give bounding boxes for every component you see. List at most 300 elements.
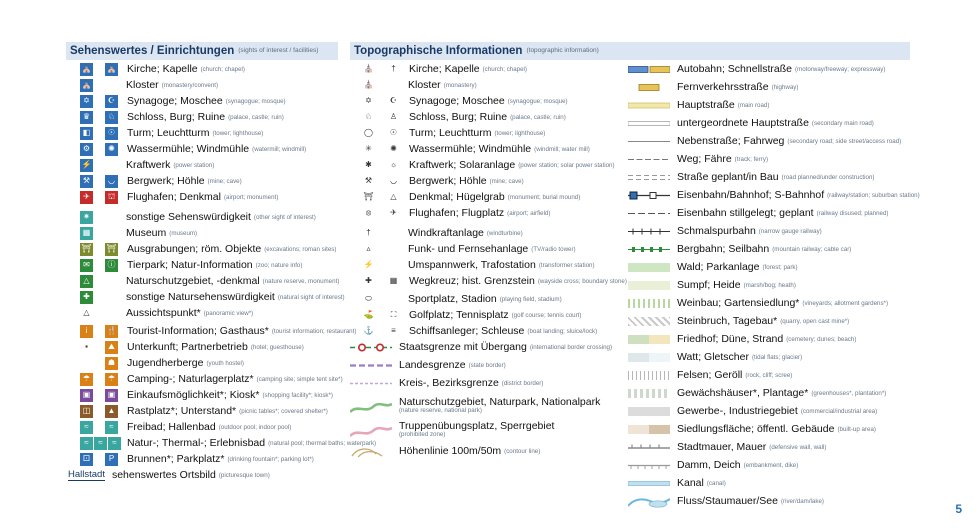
list-item-label: Kloster — [408, 79, 441, 91]
list-item-label: Jugendherberge — [127, 357, 204, 369]
list-item-sub: (tidal flats; glacier) — [751, 353, 803, 361]
list-item-label: Freibad; Hallenbad — [127, 421, 216, 433]
list-item-sub: (secondary road; side street/access road) — [787, 137, 902, 145]
list-item-label: Denkmal; Hügelgrab — [409, 191, 505, 203]
list-item-label: Schmalspurbahn — [677, 225, 756, 237]
nature-info-icon: ⓘ — [105, 259, 118, 272]
list-item — [80, 110, 284, 124]
castle-icon: ♛ — [80, 111, 93, 124]
list-item-sub: (drinking fountain*; parking lot*) — [227, 455, 314, 463]
list-item — [362, 94, 568, 108]
list-item-label: Nebenstraße; Fahrweg — [677, 135, 785, 147]
monument-icon: ⛫ — [105, 191, 118, 204]
boat-landing-icon: ⚓ — [363, 326, 374, 335]
mine-icon: ⚒ — [364, 176, 373, 185]
hotel-icon: ▪ — [85, 342, 88, 351]
list-item — [350, 420, 554, 440]
parking-icon: P — [105, 453, 118, 466]
cave-icon: ◡ — [105, 175, 118, 188]
list-item — [80, 436, 376, 450]
list-item-sub: (golf course; tennis court) — [511, 311, 582, 319]
list-item-sub: (panoramic view*) — [203, 309, 254, 317]
list-item-sub: (contour line) — [504, 447, 541, 455]
list-item — [628, 422, 876, 436]
excavation-icon: ⛩ — [80, 243, 93, 256]
other-nature-icon: ✚ — [80, 291, 93, 304]
list-item — [628, 458, 798, 472]
list-item-sub: (outdoor pool; indoor pool) — [218, 423, 292, 431]
list-item-sub: (prohibited zone) — [399, 431, 446, 439]
list-item — [362, 158, 615, 172]
prohibited-zone-icon — [350, 424, 392, 437]
list-item — [628, 62, 885, 76]
list-item-label: Friedhof; Düne, Strand — [677, 333, 784, 345]
list-item-label: Kraftwerk — [126, 159, 171, 171]
list-item — [80, 372, 343, 386]
stadium-icon: ⬭ — [365, 294, 372, 303]
list-item — [362, 308, 581, 322]
built-up-area-icon — [628, 425, 670, 434]
list-item-label: Tourist-Information; Gasthaus* — [127, 325, 269, 337]
picturesque-town-sample: Hallstadt — [68, 469, 105, 480]
list-item-label: Tierpark; Natur-Information — [127, 259, 253, 271]
list-item-sub: (airport; airfield) — [507, 209, 551, 217]
kiosk-icon: ▣ — [105, 389, 118, 402]
list-item-sub: (windturbine) — [486, 229, 523, 237]
list-item-sub: (motorway/freeway; expressway) — [795, 65, 886, 73]
lighthouse-icon: ☉ — [389, 128, 398, 137]
list-item-sub: (tourist information; restaurant) — [271, 327, 357, 335]
synagogue-icon: ✡ — [365, 96, 372, 105]
list-item-label: Bergwerk; Höhle — [127, 175, 205, 187]
power-station-icon: ✱ — [365, 160, 372, 169]
list-item-sub: (highway) — [771, 83, 799, 91]
list-item — [80, 174, 242, 188]
burial-mound-icon: △ — [390, 192, 397, 201]
list-item-sub: (greenhouses*, plantation*) — [811, 389, 887, 397]
track-ferry-icon — [628, 153, 670, 166]
list-item-label: Landesgrenze — [399, 359, 466, 371]
border-crossing-icon — [350, 341, 392, 354]
synagogue-icon: ✡ — [80, 95, 93, 108]
section-title-right: Topographische Informationen — [354, 45, 523, 57]
list-item-sub: (church; chapel) — [200, 65, 245, 73]
list-item-sub: (mountain railway; cable car) — [772, 245, 852, 253]
restaurant-icon: 🍴 — [105, 325, 118, 338]
list-item-label: Golfplatz; Tennisplatz — [409, 309, 509, 321]
list-item-sub: (railway/station; suburban station) — [827, 191, 920, 199]
list-item-sub: (excavations; roman sites) — [264, 245, 337, 253]
list-item-label: Sportplatz, Stadion — [408, 293, 497, 305]
list-item — [362, 258, 595, 272]
list-item-sub: (quarry, open cast mine*) — [780, 317, 850, 325]
tennis-icon: ⛶ — [390, 310, 397, 319]
rest-area-icon: ◫ — [80, 405, 93, 418]
list-item — [628, 152, 768, 166]
forest-icon — [628, 263, 670, 272]
list-item — [362, 242, 576, 256]
airfield-icon: ✈ — [390, 208, 397, 217]
list-item-sub: (palace, castle; ruin) — [228, 113, 284, 121]
list-item-label: Gewerbe-, Industriegebiet — [677, 405, 798, 417]
list-item-sub: (district border) — [501, 379, 544, 387]
watermill-icon: ✺ — [390, 144, 397, 153]
list-item-label: Wassermühle; Windmühle — [409, 143, 532, 155]
transformer-icon: ⚡ — [363, 260, 374, 269]
city-wall-icon — [628, 441, 670, 454]
list-item-label: Synagoge; Moschee — [409, 95, 505, 107]
list-item-label: Aussichtspunkt* — [126, 307, 201, 319]
list-item-sub: (zoo; nature info) — [255, 261, 303, 269]
list-item-sub: (playing field, stadium) — [499, 295, 562, 303]
quarry-icon — [628, 317, 670, 326]
list-item-sub: (tower; lighthouse) — [494, 129, 546, 137]
list-item — [80, 452, 314, 466]
list-item — [628, 368, 792, 382]
ruin-icon: ♘ — [105, 111, 118, 124]
cable-car-icon — [628, 243, 670, 256]
list-item — [628, 314, 849, 328]
power-station-icon: ⚡ — [80, 159, 93, 172]
list-item-label: Fluss/Staumauer/See — [677, 495, 778, 507]
list-item — [628, 278, 796, 292]
section-header-left — [66, 42, 338, 60]
list-item-sub: (canal) — [706, 479, 726, 487]
solar-power-icon: ☼ — [389, 160, 398, 169]
list-item-sub: (commercial/industrial area) — [800, 407, 878, 415]
section-title-left: Sehenswertes / Einrichtungen — [70, 45, 235, 57]
windmill-icon: ✳ — [365, 144, 372, 153]
list-item-label: Weg; Fähre — [677, 153, 732, 165]
museum-icon: ▦ — [80, 227, 93, 240]
list-item-label: Flughafen; Denkmal — [127, 191, 221, 203]
chapel-icon: † — [391, 64, 396, 73]
list-item-sub: (power station) — [173, 161, 215, 169]
marsh-icon — [628, 281, 670, 290]
list-item-sub: (youth hostel) — [206, 359, 244, 367]
mosque-icon: ☪ — [389, 96, 398, 105]
list-item-sub: (TV/radio tower) — [531, 245, 576, 253]
fountain-icon: ⚀ — [80, 453, 93, 466]
list-item — [80, 242, 336, 256]
list-item-label: Funk- und Fernsehanlage — [408, 243, 529, 255]
list-item — [628, 188, 920, 202]
cave-icon: ◡ — [390, 176, 397, 185]
chapel-icon: ⛪ — [105, 63, 118, 76]
cemetery-icon — [628, 335, 670, 344]
monastery-icon: ⛪ — [363, 80, 374, 89]
list-item-label: Fernverkehrsstraße — [677, 81, 769, 93]
highway-icon — [628, 81, 670, 94]
natural-pool-icon: ≈ — [80, 437, 93, 450]
list-item — [628, 494, 824, 508]
list-item-sub: (synagogue; mosque) — [507, 97, 568, 105]
list-item-sub: (monastery) — [443, 81, 477, 89]
list-item-label: Steinbruch, Tagebau* — [677, 315, 778, 327]
list-item-sub: (state border) — [468, 361, 506, 369]
greenhouse-icon — [628, 389, 670, 398]
youth-hostel-icon: ☗ — [105, 357, 118, 370]
list-item-sub: (natural sight of interest) — [277, 293, 345, 301]
narrow-gauge-icon — [628, 225, 670, 238]
list-item — [80, 190, 278, 204]
list-item — [80, 340, 304, 354]
state-border-icon — [350, 359, 392, 372]
list-item-label: Truppenübungsplatz, Sperrgebiet — [399, 420, 555, 433]
list-item-label: sonstige Sehenswürdigkeit — [126, 211, 251, 223]
list-item-sub: (river/dam/lake) — [780, 497, 824, 505]
list-item-sub: (palace, castle; ruin) — [510, 113, 566, 121]
list-item — [362, 190, 580, 204]
list-item-label: Eisenbahn/Bahnhof; S-Bahnhof — [677, 189, 825, 201]
list-item — [68, 468, 270, 482]
list-item-label: sonstige Natursehenswürdigkeit — [126, 291, 275, 303]
tent-site-icon: ☂ — [105, 373, 118, 386]
list-item — [628, 98, 769, 112]
castle-icon: ♘ — [364, 112, 373, 121]
list-item-label: Brunnen*; Parkplatz* — [127, 453, 225, 465]
airport-icon: ✈ — [80, 191, 93, 204]
list-item-sub: (defensive wall, wall) — [769, 443, 827, 451]
list-item-sub: (road planned/under construction) — [781, 173, 875, 181]
list-item-sub: (watermill; windmill) — [252, 145, 307, 153]
nature-reserve-icon: △ — [80, 275, 93, 288]
list-item-sub: (rock, cliff; scree) — [745, 371, 793, 379]
list-item — [362, 126, 545, 140]
golf-icon: ⛳ — [363, 310, 374, 319]
list-item-label: Stadtmauer, Mauer — [677, 441, 767, 453]
list-item-sub: (picturesque town) — [218, 471, 270, 479]
boundary-stone-icon: ▦ — [389, 276, 398, 285]
list-item — [628, 332, 856, 346]
list-item-sub: (natural pool; thermal baths; waterpark) — [268, 439, 377, 447]
railway-disused-icon — [628, 207, 670, 220]
section-subtitle-left: (sights of interest / facilities) — [238, 47, 319, 54]
list-item-label: Schiffsanleger; Schleuse — [409, 325, 525, 337]
list-item — [628, 404, 877, 418]
list-item — [350, 340, 612, 354]
list-item — [80, 404, 328, 418]
monument-icon: ⛩ — [363, 192, 374, 201]
indoor-pool-icon: ≈ — [105, 421, 118, 434]
list-item — [628, 80, 798, 94]
list-item-label: Sumpf; Heide — [677, 279, 741, 291]
sluice-icon: ≡ — [391, 326, 396, 335]
list-item-sub: (wayside cross; boundary stone) — [537, 277, 627, 285]
list-item — [80, 356, 244, 370]
radio-tower-icon: ▵ — [366, 244, 371, 253]
list-item — [350, 376, 543, 390]
list-item — [628, 386, 886, 400]
list-item-label: Naturschutzgebiet, -denkmal — [126, 275, 260, 287]
list-item-label: Schloss, Burg; Ruine — [409, 111, 508, 123]
list-item — [80, 420, 291, 434]
list-item — [80, 290, 345, 304]
list-item-label: sehenswertes Ortsbild — [111, 469, 216, 481]
list-item-label: Siedlungsfläche; öffentl. Gebäude — [677, 423, 835, 435]
list-item — [80, 258, 302, 272]
ruin-icon: ♙ — [389, 112, 398, 121]
tourist-info-icon: i — [80, 325, 93, 338]
list-item-label: Synagoge; Moschee — [127, 95, 223, 107]
list-item-label: Kloster — [126, 79, 159, 91]
church-icon: ⛪ — [80, 63, 93, 76]
list-item — [350, 396, 600, 416]
list-item-label: Windkraftanlage — [408, 227, 484, 239]
list-item-label: Weinbau; Gartensiedlung* — [677, 297, 800, 309]
list-item-sub: (railway disused; planned) — [816, 209, 889, 217]
list-item — [628, 242, 851, 256]
list-item-label: Kirche; Kapelle — [409, 63, 480, 75]
motorway-icon — [628, 63, 670, 76]
list-item-sub: (narrow gauge railway) — [758, 227, 822, 235]
list-item-label: Eisenbahn stillgelegt; geplant — [677, 207, 814, 219]
windmill-icon: ✺ — [105, 143, 118, 156]
industrial-icon — [628, 407, 670, 416]
list-item-sub: (tower; lighthouse) — [212, 129, 264, 137]
list-item-label: Einkaufsmöglichkeit*; Kiosk* — [127, 389, 260, 401]
list-item-sub: (synagogue; mosque) — [225, 97, 286, 105]
list-item-sub: (church; chapel) — [482, 65, 527, 73]
list-item-sub: (monument; burial mound) — [507, 193, 581, 201]
list-item-label: Ausgrabungen; röm. Objekte — [127, 243, 262, 255]
list-item-sub: (nature reserve, national park) — [399, 407, 482, 415]
list-item — [80, 210, 316, 224]
other-sight-icon: ✷ — [80, 211, 93, 224]
list-item-sub: (mine; cave) — [207, 177, 242, 185]
list-item-sub: (cemetery; dunes; beach) — [786, 335, 857, 343]
list-item-label: Turm; Leuchtturm — [409, 127, 492, 139]
list-item-sub: (windmill; water mill) — [534, 145, 590, 153]
list-item-label: Höhenlinie 100m/50m — [399, 445, 502, 457]
airport-icon: ⦻ — [365, 208, 372, 217]
list-item — [628, 350, 802, 364]
vineyard-icon — [628, 299, 670, 308]
list-item — [80, 226, 197, 240]
list-item-sub: (embankment, dike) — [743, 461, 799, 469]
railway-station-icon — [628, 189, 670, 202]
church-icon: ⛪ — [363, 64, 374, 73]
thermal-bath-icon: ≈ — [94, 437, 107, 450]
list-item-sub: (other sight of interest) — [253, 213, 316, 221]
list-item — [80, 388, 333, 402]
shopping-icon: ▣ — [80, 389, 93, 402]
river-lake-icon — [628, 495, 670, 508]
list-item — [80, 78, 218, 92]
outdoor-pool-icon: ≈ — [80, 421, 93, 434]
list-item-label: untergeordnete Hauptstraße — [677, 117, 809, 129]
list-item-label: Gewächshäuser*, Plantage* — [677, 387, 809, 399]
list-item — [628, 224, 822, 238]
national-park-icon — [350, 400, 392, 413]
list-item-sub: (shopping facility*; kiosk*) — [262, 391, 333, 399]
list-item — [80, 126, 263, 140]
waterpark-icon: ≈ — [108, 437, 121, 450]
tidal-flats-icon — [628, 353, 670, 362]
shelter-icon: ▲ — [105, 405, 118, 418]
list-item — [628, 170, 874, 184]
list-item-label: Autobahn; Schnellstraße — [677, 63, 792, 75]
tower-icon: ◯ — [364, 128, 373, 137]
canal-icon — [628, 477, 670, 490]
list-item-sub: (vineyards; allotment gardens*) — [802, 299, 889, 307]
list-item — [80, 274, 339, 288]
list-item-label: Umspannwerk, Trafostation — [408, 259, 536, 271]
list-item — [362, 292, 562, 306]
partner-hotel-icon: ⛰ — [105, 341, 118, 354]
list-item-sub: (transformer station) — [538, 261, 595, 269]
roman-site-icon: ⛩ — [105, 243, 118, 256]
list-item-label: Museum — [126, 227, 167, 239]
list-item-label: Kanal — [677, 477, 704, 489]
list-item-label: Kreis-, Bezirksgrenze — [399, 377, 499, 389]
list-item — [628, 116, 874, 130]
mosque-icon: ☪ — [105, 95, 118, 108]
page-number: 5 — [955, 502, 962, 516]
zoo-icon: ✉ — [80, 259, 93, 272]
list-item — [80, 158, 214, 172]
list-item-label: Bergbahn; Seilbahn — [677, 243, 770, 255]
list-item-sub: (mine; cave) — [489, 177, 524, 185]
list-item-label: Bergwerk; Höhle — [409, 175, 487, 187]
district-border-icon — [350, 377, 392, 390]
secondary-road-icon — [628, 117, 670, 130]
list-item-sub: (airport; monument) — [223, 193, 279, 201]
list-item-sub: (power station; solar power station) — [518, 161, 615, 169]
list-item-sub: (boat landing; sluice/lock) — [527, 327, 598, 335]
list-item-sub: (camping site; simple tent site*) — [256, 375, 343, 383]
section-header-right — [350, 42, 910, 60]
list-item — [362, 324, 597, 338]
list-item — [628, 206, 889, 220]
list-item-sub: (track; ferry) — [734, 155, 769, 163]
list-item-sub: (hotel; guesthouse) — [250, 343, 304, 351]
list-item — [350, 358, 506, 372]
contour-line-icon — [350, 445, 392, 458]
list-item-label: Wegkreuz; hist. Grenzstein — [409, 275, 535, 287]
list-item-sub: (picnic tables*; covered shelter*) — [239, 407, 328, 415]
list-item-label: Damm, Deich — [677, 459, 741, 471]
camping-icon: ☂ — [80, 373, 93, 386]
list-item — [362, 206, 550, 220]
list-item — [362, 78, 477, 92]
list-item-sub: (marsh/bog; heath) — [743, 281, 796, 289]
side-street-icon — [628, 135, 670, 148]
list-item-sub: (international border crossing) — [529, 343, 613, 351]
list-item-sub: (nature reserve, monument) — [262, 277, 340, 285]
list-item-sub: (museum) — [169, 229, 198, 237]
list-item-label: Staatsgrenze mit Übergang — [399, 341, 527, 353]
list-item-label: Naturschutzgebiet, Naturpark, Nationalpark — [399, 396, 601, 409]
viewpoint-icon: △ — [83, 308, 90, 317]
list-item-sub: (main road) — [737, 101, 770, 109]
monastery-icon: ⛪ — [80, 79, 93, 92]
list-item — [362, 274, 627, 288]
list-item — [350, 444, 540, 458]
list-item-label: Kraftwerk; Solaranlage — [409, 159, 516, 171]
list-item-label: Camping-; Naturlagerplatz* — [127, 373, 254, 385]
list-item-sub: (built-up area) — [837, 425, 876, 433]
list-item — [80, 62, 245, 76]
list-item-label: Hauptstraße — [677, 99, 735, 111]
list-item-label: Unterkunft; Partnerbetrieb — [127, 341, 248, 353]
planned-road-icon — [628, 171, 670, 184]
main-road-icon — [628, 99, 670, 112]
list-item-label: Flughafen; Flugplatz — [409, 207, 505, 219]
list-item-label: Wassermühle; Windmühle — [127, 143, 250, 155]
list-item — [362, 226, 523, 240]
list-item — [362, 110, 566, 124]
